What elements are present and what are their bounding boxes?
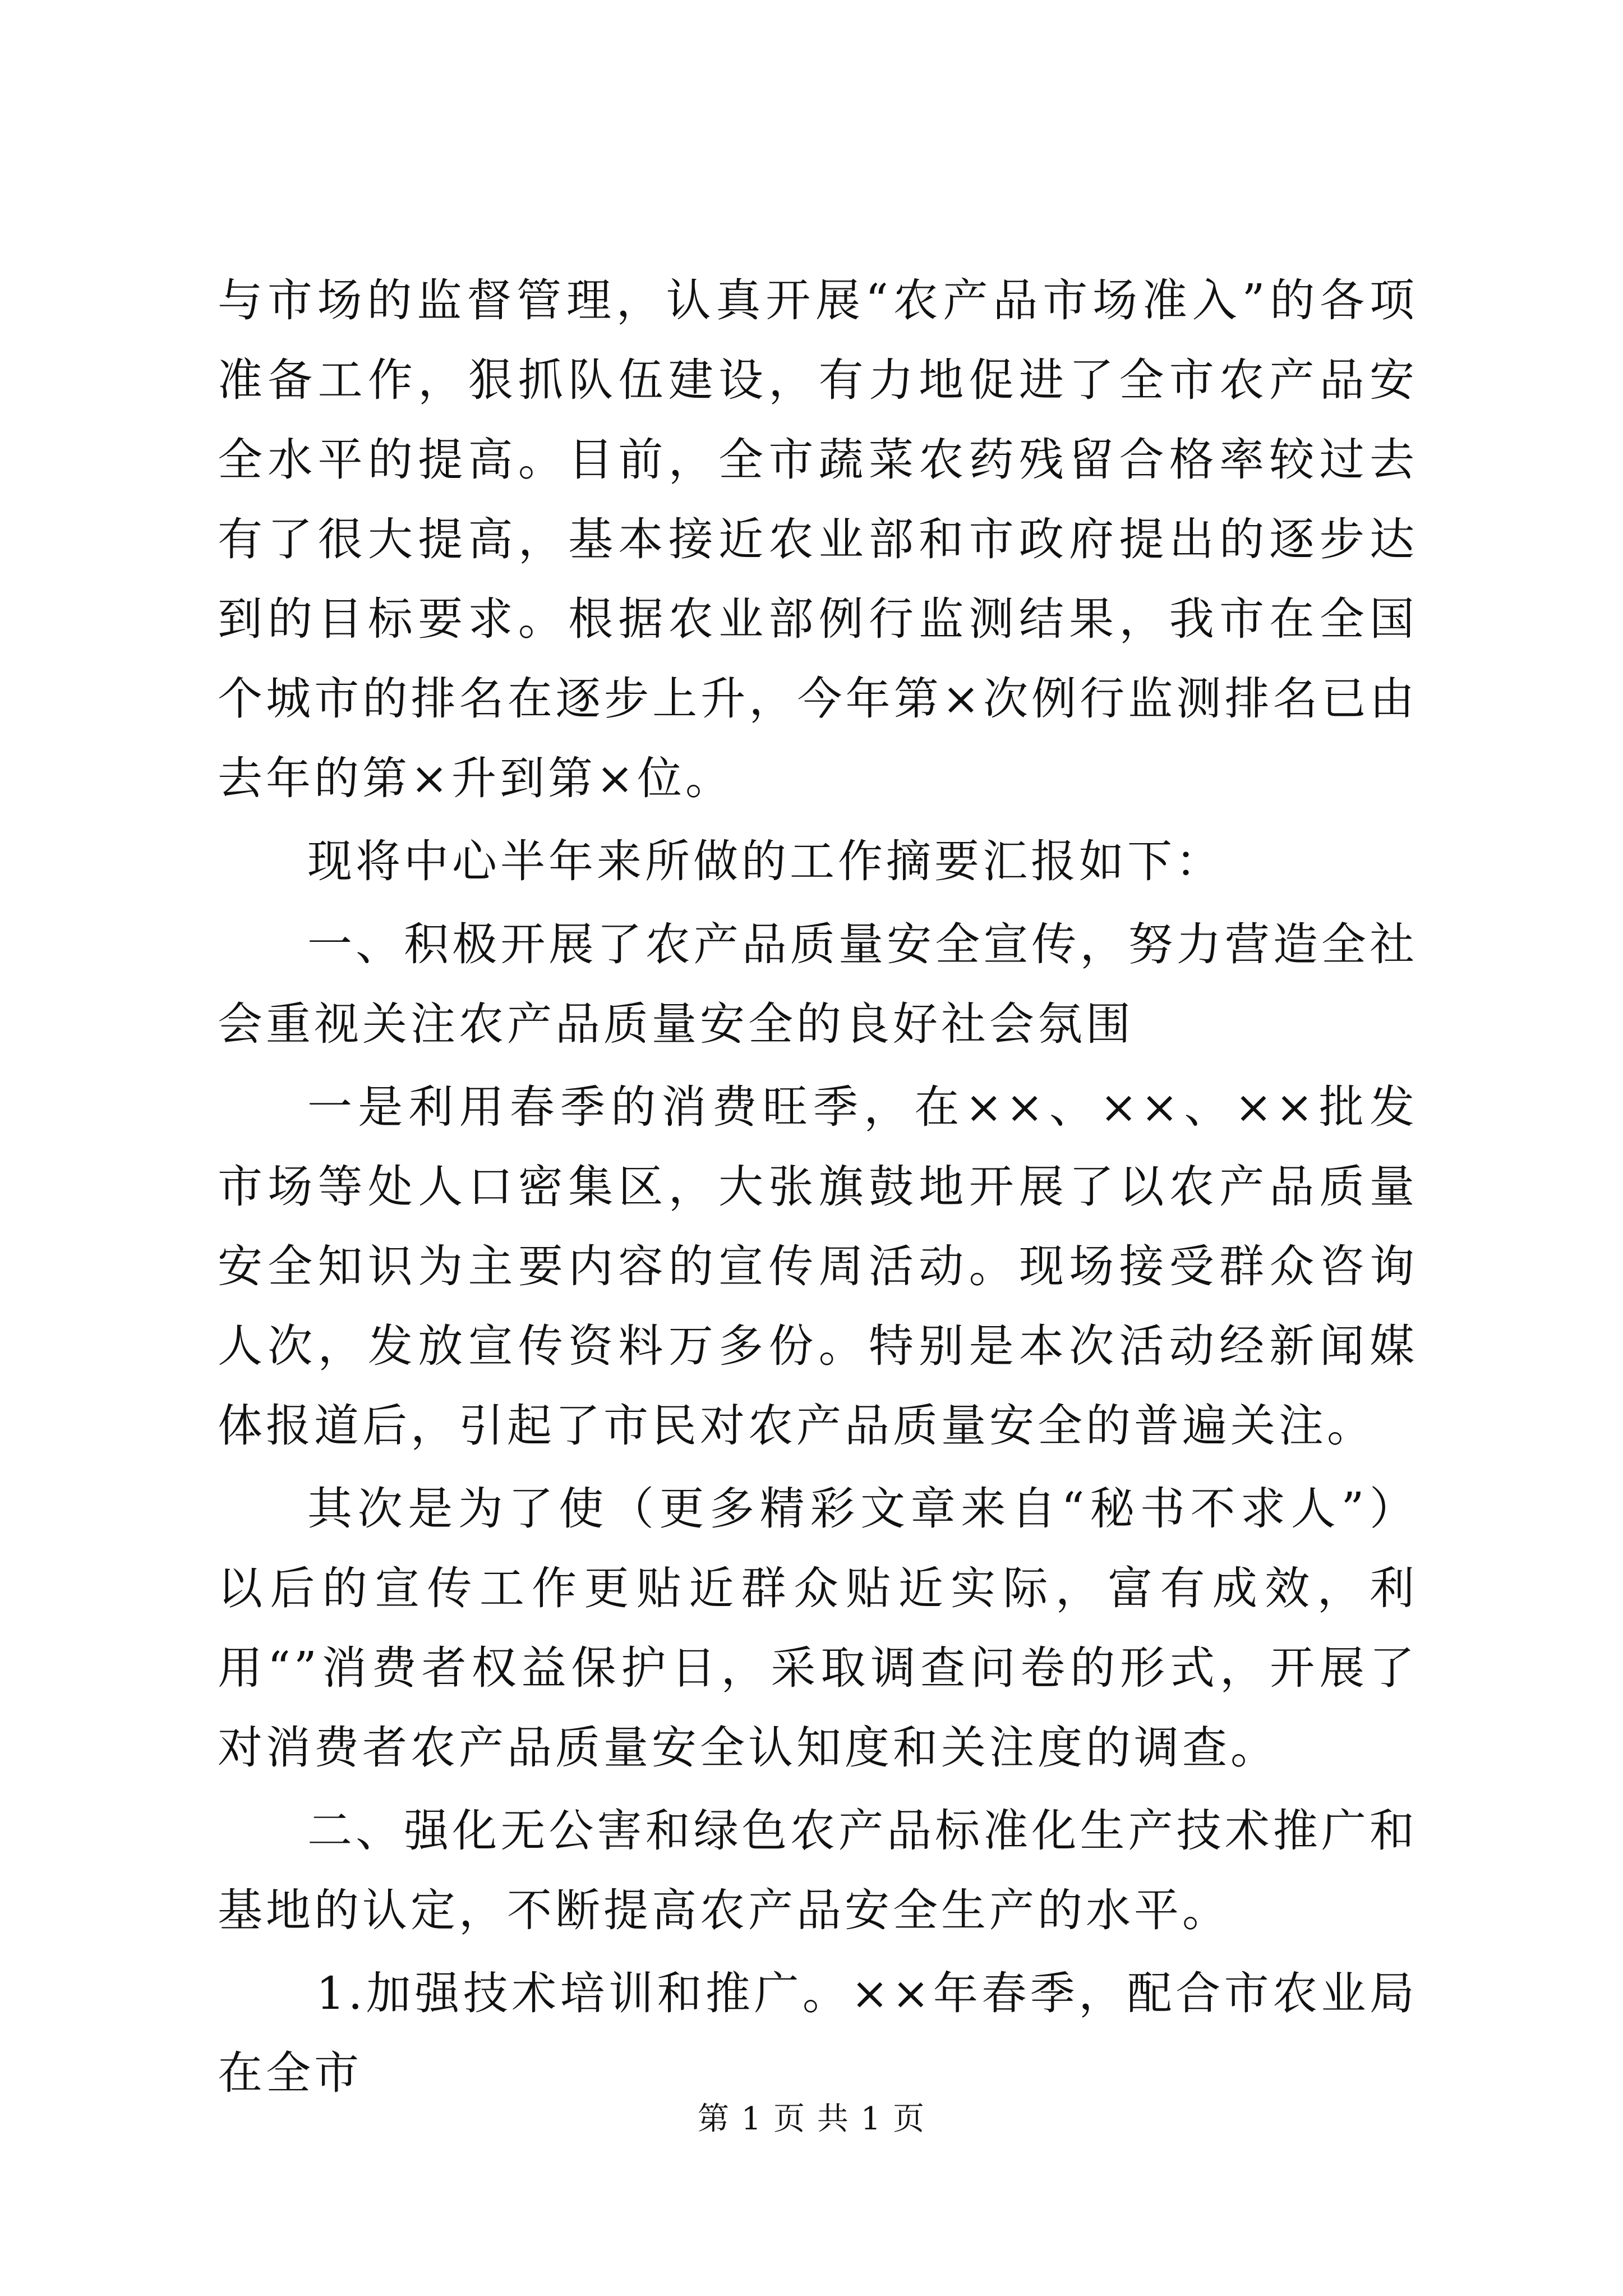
paragraph-intro: 与市场的监督管理，认真开展“农产品市场准入”的各项准备工作，狠抓队伍建设，有力地促进了全市农产品安全水平的提高。目前，全市蔬菜农药残留合格率较过去有了很大提高，基本接近农业部和市政府提出的逐步达到的目标要求。根据农业部例行监测结果，我市在全国个城市的排名在逐步上升，今年第×次例行监测排名已由去年的第×升到第×位。 [218, 274, 1418, 804]
section-heading-2: 二、强化无公害和绿色农产品标准化生产技术推广和基地的认定，不断提高农产品安全生产的水平。 [218, 1805, 1418, 1936]
paragraph-consumer-survey: 其次是为了使（更多精彩文章来自“秘书不求人”）以后的宣传工作更贴近群众贴近实际，富有成效，利用“”消费者权益保护日，采取调查问卷的形式，开展了对消费者农产品质量安全认知度和关注度的调查。 [218, 1483, 1418, 1774]
document-body [218, 261, 1418, 2113]
page-footer: 第 1 页 共 1 页 [697, 2101, 926, 2137]
paragraph-summary-lead: 现将中心半年来所做的工作摘要汇报如下： [307, 835, 1224, 887]
paragraph-training: 1.加强技术培训和推广。××年春季，配合市农业局在全市 [218, 1967, 1418, 2099]
section-heading-1: 一、积极开展了农产品质量安全宣传，努力营造全社会重视关注农产品质量安全的良好社会氛围 [218, 918, 1418, 1050]
paragraph-spring-campaign: 一是利用春季的消费旺季，在××、××、××批发市场等处人口密集区，大张旗鼓地开展了以农产品质量安全知识为主要内容的宣传周活动。现场接受群众咨询人次，发放宣传资料万多份。特别是本次活动经新闻媒体报道后，引起了市民对农产品质量安全的普遍关注。 [218, 1081, 1418, 1452]
